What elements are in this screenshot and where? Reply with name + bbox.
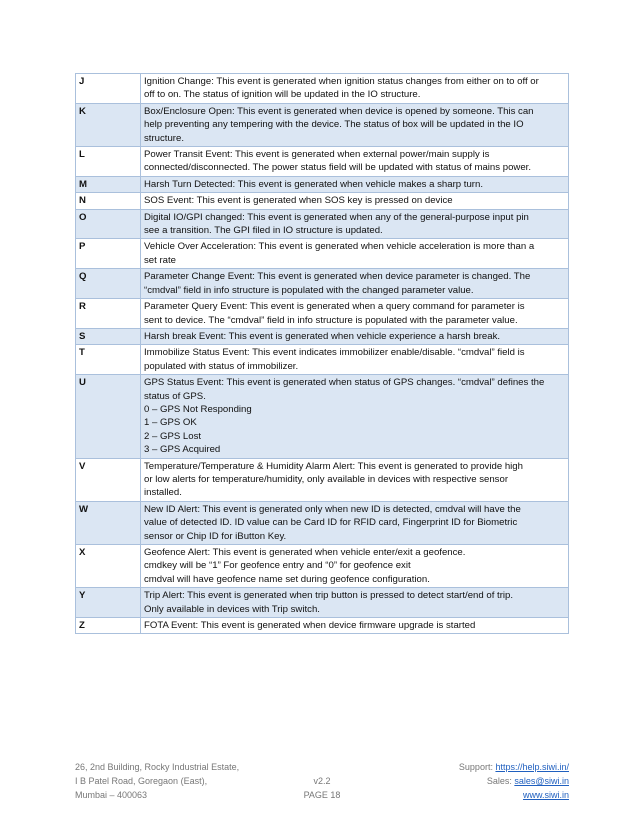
- event-description: [141, 375, 569, 458]
- event-code: W: [76, 501, 141, 544]
- event-description: [141, 147, 569, 177]
- event-code: U: [76, 375, 141, 458]
- support-line: [349, 760, 569, 774]
- description-line: installed.: [144, 487, 182, 499]
- table-row: [76, 345, 569, 375]
- description-line: “cmdval” field in info structure is populated with the changed parameter value.: [144, 284, 474, 296]
- description-line: FOTA Event: This event is generated when device firmware upgrade is started: [144, 620, 476, 632]
- description-line: status of GPS.: [144, 390, 206, 402]
- event-code: V: [76, 458, 141, 501]
- sales-line: [349, 774, 569, 788]
- table-row: [76, 501, 569, 544]
- event-description: [141, 74, 569, 104]
- description-line: off to on. The status of ignition will be updated in the IO structure.: [144, 89, 421, 101]
- event-code: N: [76, 193, 141, 209]
- event-description: [141, 193, 569, 209]
- description-line: Box/Enclosure Open: This event is generated when device is opened by someone. This can: [144, 105, 534, 117]
- table-row: [76, 74, 569, 104]
- support-label: Support:: [458, 762, 496, 772]
- table-row: [76, 269, 569, 299]
- table-row: [76, 147, 569, 177]
- footer-contacts: [349, 760, 569, 802]
- table-row: [76, 299, 569, 329]
- description-line: Parameter Query Event: This event is generated when a query command for parameter is: [144, 301, 525, 313]
- page-number: PAGE 18: [303, 790, 341, 800]
- description-line: Geofence Alert: This event is generated when vehicle enter/exit a geofence.: [144, 547, 466, 558]
- description-line: set rate: [144, 254, 176, 266]
- description-line: or low alerts for temperature/humidity, only available in devices with respective sensor: [144, 473, 509, 485]
- table-row: [76, 545, 569, 588]
- event-description: [141, 239, 569, 269]
- description-line: connected/disconnected. The power status field will be updated with status of mains power.: [144, 162, 531, 174]
- event-description: [141, 458, 569, 501]
- table-row: [76, 458, 569, 501]
- description-line: sensor or Chip ID for iButton Key.: [144, 530, 287, 542]
- event-description: [141, 588, 569, 618]
- description-line: structure.: [144, 132, 184, 144]
- address-line-1: 26, 2nd Building, Rocky Industrial Estate,: [75, 762, 240, 772]
- description-line: Power Transit Event: This event is generated when external power/main supply is: [144, 149, 490, 161]
- event-code: O: [76, 209, 141, 239]
- description-line: Ignition Change: This event is generated when ignition status changes from either on to off or: [144, 76, 539, 87]
- description-line: populated with status of immobilizer.: [144, 360, 299, 372]
- description-line: 3 – GPS Acquired: [144, 444, 221, 456]
- event-code: Q: [76, 269, 141, 299]
- description-line: Harsh Turn Detected: This event is generated when vehicle makes a sharp turn.: [144, 178, 483, 190]
- event-code: J: [76, 74, 141, 104]
- event-code: Z: [76, 618, 141, 634]
- support-link[interactable]: https://help.siwi.in/: [495, 762, 569, 772]
- event-description: [141, 103, 569, 146]
- event-description: [141, 328, 569, 344]
- event-code: P: [76, 239, 141, 269]
- description-line: SOS Event: This event is generated when SOS key is pressed on device: [144, 195, 453, 207]
- website-line: [349, 788, 569, 802]
- event-code: M: [76, 176, 141, 192]
- version-label: v2.2: [313, 776, 331, 786]
- description-line: value of detected ID. ID value can be Card ID for RFID card, Fingerprint ID for Biometric: [144, 517, 518, 529]
- event-description: [141, 618, 569, 634]
- description-line: 0 – GPS Not Responding: [144, 403, 252, 415]
- description-line: 1 – GPS OK: [144, 417, 197, 429]
- table-row: [76, 209, 569, 239]
- event-description: [141, 299, 569, 329]
- event-code: T: [76, 345, 141, 375]
- sales-email-link[interactable]: sales@siwi.in: [514, 776, 569, 786]
- description-line: Immobilize Status Event: This event indicates immobilizer enable/disable. “cmdval” field is: [144, 347, 525, 359]
- event-description: [141, 345, 569, 375]
- description-line: Only available in devices with Trip switch.: [144, 603, 320, 615]
- event-table: [75, 73, 569, 634]
- description-line: help preventing any tempering with the device. The status of box will be updated in the IO: [144, 119, 524, 131]
- event-code: S: [76, 328, 141, 344]
- event-description: [141, 176, 569, 192]
- event-description: [141, 501, 569, 544]
- event-code: K: [76, 103, 141, 146]
- table-row: [76, 193, 569, 209]
- description-line: Temperature/Temperature & Humidity Alarm Alert: This event is generated to provide high: [144, 460, 523, 472]
- description-line: cmdval will have geofence name set during geofence configuration.: [144, 573, 430, 585]
- address-line-3: Mumbai – 400063: [75, 790, 148, 800]
- table-row: [76, 103, 569, 146]
- description-line: Vehicle Over Acceleration: This event is generated when vehicle acceleration is more than a: [144, 241, 535, 253]
- description-line: see a transition. The GPI filed in IO structure is updated.: [144, 225, 383, 237]
- table-row: [76, 588, 569, 618]
- description-line: sent to device. The “cmdval” field in info structure is populated with the parameter value.: [144, 314, 518, 326]
- table-row: [76, 375, 569, 458]
- event-code: R: [76, 299, 141, 329]
- event-code: L: [76, 147, 141, 177]
- table-row: [76, 328, 569, 344]
- event-code: Y: [76, 588, 141, 618]
- table-row: [76, 176, 569, 192]
- description-line: New ID Alert: This event is generated only when new ID is detected, cmdval will have the: [144, 503, 521, 515]
- table-row: [76, 618, 569, 634]
- description-line: Parameter Change Event: This event is generated when device parameter is changed. The: [144, 271, 531, 283]
- description-line: GPS Status Event: This event is generated when status of GPS changes. “cmdval” defines the: [144, 377, 545, 389]
- table-row: [76, 239, 569, 269]
- website-link[interactable]: www.siwi.in: [522, 790, 569, 800]
- description-line: cmdkey will be “1” For geofence entry and “0” for geofence exit: [144, 560, 411, 572]
- description-line: Harsh break Event: This event is generated when vehicle experience a harsh break.: [144, 330, 501, 342]
- event-code: X: [76, 545, 141, 588]
- address-line-2: I B Patel Road, Goregaon (East),: [75, 776, 208, 786]
- description-line: 2 – GPS Lost: [144, 430, 202, 442]
- event-description: [141, 269, 569, 299]
- description-line: Trip Alert: This event is generated when trip button is pressed to detect start/end of trip.: [144, 590, 514, 602]
- event-description: [141, 545, 569, 588]
- description-line: Digital IO/GPI changed: This event is generated when any of the general-purpose input pin: [144, 211, 529, 223]
- event-description: [141, 209, 569, 239]
- footer-address: [75, 760, 275, 802]
- sales-label: Sales:: [486, 776, 515, 786]
